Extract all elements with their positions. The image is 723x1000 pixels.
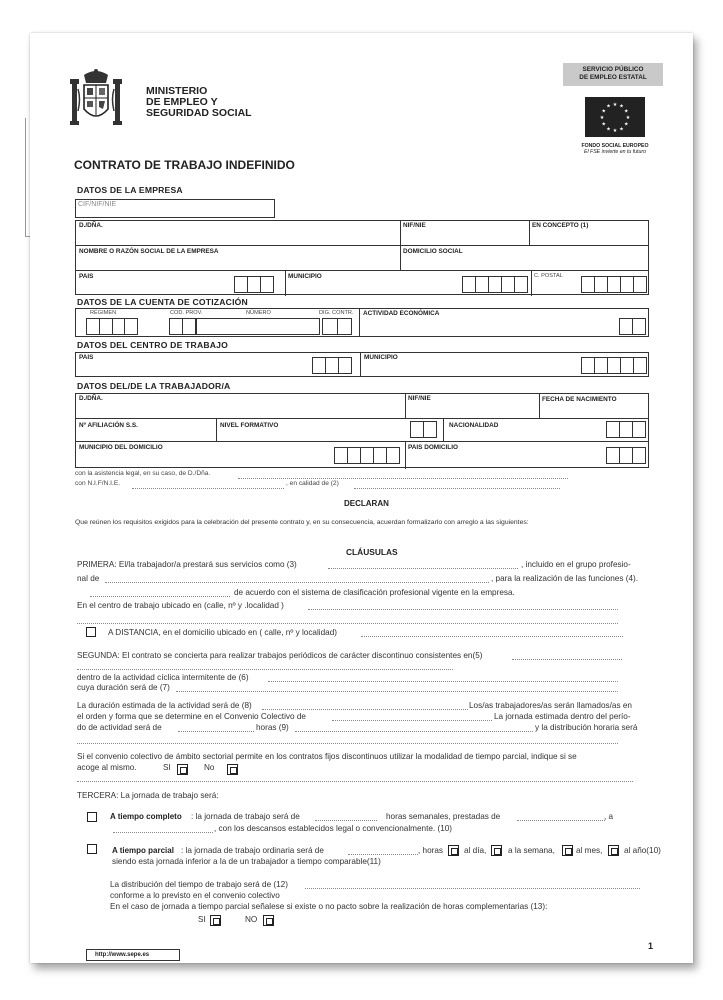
nivel-formativo-boxes[interactable] <box>410 421 437 438</box>
segunda-dots-3[interactable] <box>268 681 618 682</box>
svg-text:★: ★ <box>606 103 611 110</box>
ministry-name <box>146 86 252 119</box>
empresa-domicilio-label: DOMICILIO SOCIAL <box>403 248 463 255</box>
sepe-line-2: DE EMPLEO ESTATAL <box>579 74 647 81</box>
asistencia-line-1: con la asistencia legal, en su caso, de D./Dña. <box>75 470 211 477</box>
svg-text:★: ★ <box>601 121 607 128</box>
parcial-dia-checkbox[interactable] <box>448 845 459 856</box>
primera-line-2b: , para la realización de las funciones (4). <box>491 574 638 583</box>
distancia-label: A DISTANCIA, en el domicilio ubicado en ( calle, nº y localidad) <box>108 628 338 637</box>
convenio-line-2: acoge al mismo. <box>77 763 137 772</box>
primera-line-2a: nal de <box>77 574 100 583</box>
distribucion-line-1: La distribución del tiempo de trabajo será de (12) <box>110 880 288 889</box>
page-number: 1 <box>648 941 654 951</box>
asistencia-dots-2[interactable] <box>132 488 284 489</box>
duracion-line-2a: el orden y forma que se determine en el Convenio Colectivo de <box>77 712 306 721</box>
regimen-label: RÉGIMEN <box>90 310 117 316</box>
primera-line-3: de acuerdo con el sistema de clasificación profesional vigente en la empresa. <box>234 588 515 597</box>
svg-text:★: ★ <box>623 108 629 115</box>
primera-line-4: En el centro de trabajo ubicado en (calle, nº y .localidad ) <box>77 601 284 610</box>
trabajador-nif-label: NIF/NIE <box>408 395 431 402</box>
cif-placeholder: CIF/NIF/NIE <box>78 201 117 208</box>
empresa-pais-code-boxes[interactable] <box>234 276 274 293</box>
duracion-dots-3[interactable] <box>178 731 254 732</box>
clausulas-heading: CLÁUSULAS <box>346 547 398 557</box>
primera-dots-1[interactable] <box>328 568 518 569</box>
parcial-line-1b: , horas <box>418 846 444 855</box>
fse-caption <box>573 143 657 155</box>
distancia-dots[interactable] <box>361 636 623 637</box>
cif-field[interactable] <box>75 199 275 218</box>
segunda-line-2: dentro de la actividad cíclica intermitente de (6) <box>77 673 249 682</box>
asistencia-line-2: con N.I.F/N.I.E. <box>75 480 121 487</box>
convenio-si-label: SI <box>163 763 171 772</box>
declaran-text: Que reúnen los requisitos exigidos para la celebración del presente contrato y, en su consecuencia, acuerdan formalizarlo con arreglo a las siguientes: <box>75 519 529 526</box>
parcial-line-2: siendo esta jornada inferior a la de un trabajador a tiempo comparable(11) <box>112 857 381 866</box>
convenio-line-1: Si el convenio colectivo de ámbito sectorial permite en los contratos fijos discontinuos utilizar la modalidad de tiempo parcial, indique si se <box>77 752 577 761</box>
fse-line-1: FONDO SOCIAL EUROPEO <box>581 143 649 149</box>
primera-dots-2[interactable] <box>105 582 489 583</box>
parcial-mes-checkbox[interactable] <box>562 845 573 856</box>
document-title: CONTRATO DE TRABAJO INDEFINIDO <box>74 158 295 172</box>
duracion-dots-1[interactable] <box>262 709 468 710</box>
trabajador-d-dna-label: D./DÑA. <box>79 395 103 402</box>
ministry-line-1: MINISTERIO <box>146 85 208 97</box>
duracion-dots-4[interactable] <box>295 731 533 732</box>
footer-url[interactable]: http://www.sepe.es <box>95 952 150 958</box>
primera-dots-4[interactable] <box>308 609 618 610</box>
declaran-heading: DECLARAN <box>344 499 389 508</box>
duracion-line-3a: do de actividad será de <box>77 723 162 732</box>
svg-text:★: ★ <box>601 108 607 115</box>
ministry-line-3: SEGURIDAD SOCIAL <box>146 107 252 119</box>
svg-text:★: ★ <box>606 126 611 133</box>
duracion-line-3c: y la distribución horaria será <box>535 723 638 732</box>
coat-of-arms-logo <box>70 69 122 129</box>
asistencia-dots-3[interactable] <box>354 488 560 489</box>
completo-line-1a: : la jornada de trabajo será de <box>191 812 300 821</box>
parcial-dia-label: al día, <box>464 846 487 855</box>
centro-municipio-label: MUNICIPIO <box>364 354 398 361</box>
pais-domicilio-boxes[interactable] <box>606 447 646 464</box>
asistencia-line-2b: , en calidad de (2) <box>286 480 339 487</box>
centro-table <box>75 352 649 377</box>
duracion-dots-2[interactable] <box>332 720 492 721</box>
primera-line-1a: PRIMERA: El/la trabajador/a prestará sus servicios como (3) <box>77 560 297 569</box>
empresa-d-dna-label: D./DÑA. <box>79 222 103 229</box>
margin-line <box>25 118 26 236</box>
empresa-table <box>75 220 649 295</box>
completo-line-2: , con los descansos establecidos legal o convencionalmente. (10) <box>214 824 453 833</box>
duracion-dots-5[interactable] <box>77 743 618 744</box>
svg-text:★: ★ <box>619 103 624 110</box>
distribucion-line-3: En el caso de jornada a tiempo parcial señalese si existe o no pacto sobre la realización de horas complementarias (13): <box>110 902 548 911</box>
parcial-ano-checkbox[interactable] <box>608 845 619 856</box>
numero-label: NÚMERO <box>246 310 271 316</box>
duracion-line-2b: La jornada estimada dentro del perío- <box>494 712 631 721</box>
tiempo-parcial-checkbox[interactable] <box>87 844 97 854</box>
centro-heading: DATOS DEL CENTRO DE TRABAJO <box>77 340 229 350</box>
nacionalidad-boxes[interactable] <box>606 421 646 438</box>
parcial-line-1a: : la jornada de trabajo ordinaria será de <box>181 846 324 855</box>
trabajador-table <box>75 393 649 468</box>
parcial-ano-label: al año(10) <box>624 846 661 855</box>
empresa-nif-label: NIF/NIE <box>403 222 426 229</box>
fse-line-2: El FSE invierte en tu futuro <box>584 149 646 155</box>
duracion-line-3b: horas (9) <box>256 723 289 732</box>
dig-contr-label: DIG. CONTR. <box>319 310 354 316</box>
tercera-label: TERCERA: La jornada de trabajo será: <box>77 791 219 800</box>
fecha-nacimiento-label: FECHA DE NACIMIENTO <box>542 396 617 403</box>
parcial-semana-checkbox[interactable] <box>491 845 502 856</box>
completo-dots-2[interactable] <box>517 820 605 821</box>
complementarias-si-label: SI <box>198 915 206 924</box>
convenio-no-checkbox[interactable] <box>227 764 238 775</box>
tiempo-completo-checkbox[interactable] <box>87 812 97 822</box>
distribucion-line-2: conforme a lo previsto en el convenio colectivo <box>110 891 280 900</box>
svg-text:★: ★ <box>599 115 605 121</box>
completo-line-1c: , a <box>604 812 614 821</box>
distancia-checkbox[interactable] <box>86 627 96 637</box>
segunda-dots-2[interactable] <box>77 669 453 670</box>
segunda-dots-1[interactable] <box>512 659 622 660</box>
actividad-label: ACTIVIDAD ECONÓMICA <box>363 310 440 317</box>
empresa-municipio-code-boxes[interactable] <box>462 276 528 293</box>
regimen-boxes[interactable] <box>86 318 138 335</box>
parcial-semana-label: a la semana, <box>508 846 555 855</box>
convenio-no-label: No <box>204 763 215 772</box>
numero-box[interactable] <box>196 318 320 335</box>
pais-domicilio-label: PAIS DOMICILIO <box>408 444 458 451</box>
empresa-heading: DATOS DE LA EMPRESA <box>77 185 183 195</box>
completo-dots-1[interactable] <box>315 820 377 821</box>
afiliacion-label: Nº AFILIACIÓN S.S. <box>79 422 138 429</box>
nacionalidad-label: NACIONALIDAD <box>449 422 499 429</box>
nivel-formativo-label: NIVEL FORMATIVO <box>220 422 279 429</box>
footer-url-box[interactable] <box>86 949 180 961</box>
tiempo-parcial-label: A tiempo parcial <box>112 846 174 855</box>
svg-text:★: ★ <box>612 128 618 134</box>
cotizacion-table <box>75 308 649 337</box>
complementarias-si-checkbox[interactable] <box>210 915 221 926</box>
actividad-boxes[interactable] <box>619 318 646 335</box>
empresa-cpostal-label: C. POSTAL <box>534 273 563 279</box>
segunda-dots-4[interactable] <box>176 691 618 692</box>
eu-flag-icon <box>585 97 645 137</box>
dig-contr-boxes[interactable] <box>322 318 352 335</box>
municipio-domicilio-label: MUNICIPIO DEL DOMICILIO <box>79 444 163 451</box>
svg-text:★: ★ <box>625 115 631 121</box>
empresa-cpostal-boxes[interactable] <box>581 276 647 293</box>
distribucion-dots-1[interactable] <box>305 888 640 889</box>
completo-dots-3[interactable] <box>113 832 213 833</box>
primera-line-1b: , incluido en el grupo profesio- <box>521 560 631 569</box>
convenio-si-checkbox[interactable] <box>177 764 188 775</box>
parcial-dots[interactable] <box>348 854 418 855</box>
ministry-line-2: DE EMPLEO Y <box>146 96 218 108</box>
empresa-municipio-label: MUNICIPIO <box>288 273 322 280</box>
trabajador-heading: DATOS DEL/DE LA TRABAJADOR/A <box>77 381 231 391</box>
empresa-pais-label: PAIS <box>79 273 94 280</box>
svg-text:★: ★ <box>612 102 618 108</box>
tiempo-completo-label: A tiempo completo <box>110 812 182 821</box>
convenio-dots[interactable] <box>77 781 633 782</box>
sepe-line-1: SERVICIO PÚBLICO <box>582 66 644 73</box>
segunda-line-1: SEGUNDA: El contrato se concierta para realizar trabajos periódicos de carácter discontinuo consistentes en(5) <box>77 651 483 660</box>
duracion-line-1b: Los/as trabajadores/as serán llamados/as en <box>469 701 632 710</box>
completo-line-1b: horas semanales, prestadas de <box>386 812 501 821</box>
complementarias-no-checkbox[interactable] <box>263 915 274 926</box>
document-page <box>30 33 693 963</box>
primera-dots-3[interactable] <box>90 596 230 597</box>
primera-dots-5[interactable] <box>77 623 618 624</box>
duracion-line-1a: La duración estimada de la actividad será de (8) <box>77 701 252 710</box>
asistencia-dots-1[interactable] <box>238 478 568 479</box>
cod-prov-label: COD. PROV. <box>170 310 203 316</box>
empresa-concepto-label: EN CONCEPTO (1) <box>532 222 589 229</box>
sepe-logo-box <box>563 63 663 86</box>
cotizacion-heading: DATOS DE LA CUENTA DE COTIZACIÓN <box>77 297 248 307</box>
cod-prov-boxes[interactable] <box>169 318 196 335</box>
segunda-line-3: cuya duración será de (7) <box>77 683 170 692</box>
parcial-mes-label: al mes, <box>576 846 603 855</box>
centro-municipio-boxes[interactable] <box>581 357 647 374</box>
centro-pais-boxes[interactable] <box>312 357 352 374</box>
svg-text:★: ★ <box>619 126 624 133</box>
svg-text:★: ★ <box>623 121 629 128</box>
empresa-nombre-label: NOMBRE O RAZÓN SOCIAL DE LA EMPRESA <box>79 248 219 255</box>
complementarias-no-label: NO <box>245 915 258 924</box>
municipio-domicilio-boxes[interactable] <box>334 447 400 464</box>
centro-pais-label: PAIS <box>79 354 94 361</box>
